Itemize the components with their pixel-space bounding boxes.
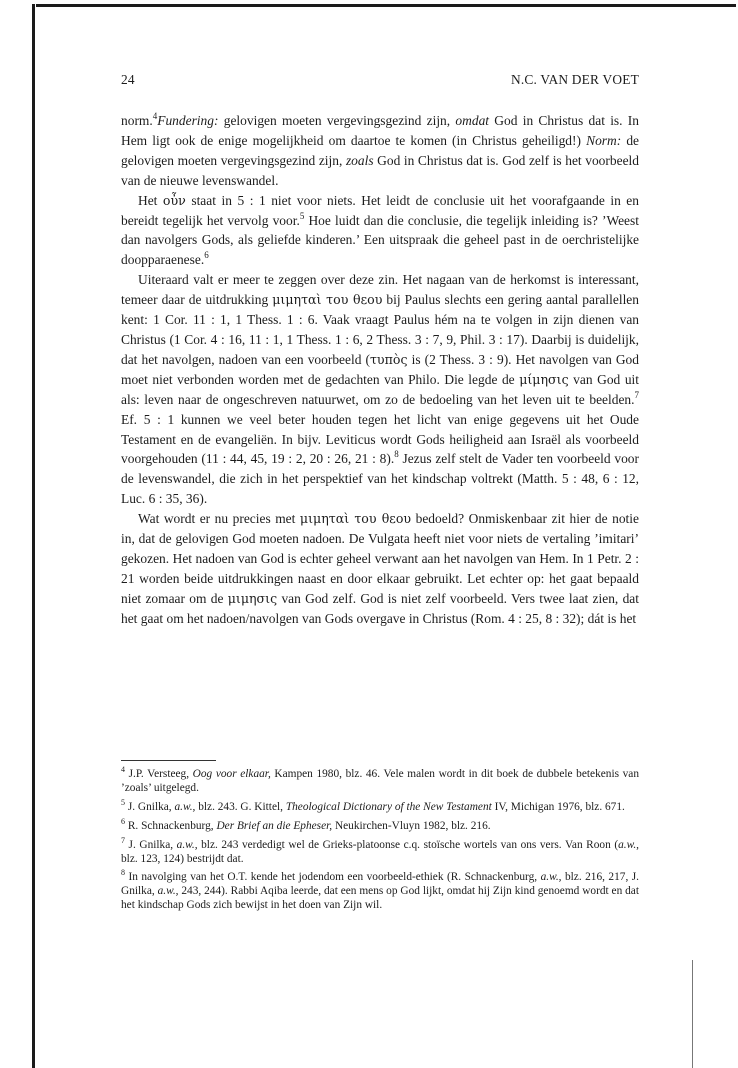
text-run: is (2 Thess. 3 : 9). Het navolgen van God moet niet verbonden worden met de gedachten van Philo. Die legde de <box>121 351 639 387</box>
italic-text: a.w., <box>157 885 179 898</box>
footnote-ref: 6 <box>121 816 125 826</box>
text-run: de gelovigen moeten vergevingsgezind zijn, <box>121 132 640 168</box>
text-run: 243, 244). Rabbi Aqiba leerde, dat een mens op God lijkt, omdat hij Zijn kind genoemd wordt en dat het kindschap Gods zich bewijst in het doen van Zijn wil. <box>121 885 639 912</box>
text-run: staat in 5 : 1 niet voor niets. Het leidt de conclusie uit het voorafgaande in en bereidt tegelijk het vervolg voor. <box>121 192 639 228</box>
text-run: God in Christus dat is. God zelf is het voorbeeld van de nieuwe levenswandel. <box>121 152 639 188</box>
footnote-ref: 8 <box>394 449 399 460</box>
italic-text: a.w., <box>540 871 562 884</box>
italic-text: Theological Dictionary of the New Testament <box>285 800 492 813</box>
italic-text: a.w., <box>176 838 198 851</box>
italic-text: a.w., <box>618 838 640 851</box>
text-run: bij Paulus slechts een gering aantal parallellen kent: 1 Cor. 11 : 1, 1 Thess. 1 : 6. Vaak vraagt Paulus hém na te volgen in zijn dienen van Christus (1 Cor. 4 : 16, 11 : 1, 1 Thess. 1 : 6, 2 Thess. 3 : 7, 9, Phil. 3 : 17). Daarbij is duidelijk, dat het navolgen, nadoen van een voorbeeld ( <box>121 292 639 367</box>
italic-text: Norm: <box>586 132 622 148</box>
text-run: J.P. Versteeg, <box>125 768 193 780</box>
italic-text: Oog voor elkaar, <box>192 768 271 780</box>
greek-text: μιμηταὶ του θεου <box>299 511 412 527</box>
text-run: God in Christus dat is. In Hem ligt ook de enige mogelijkheid om daartoe te komen (in Christus geheiligd!) <box>121 113 639 148</box>
text-run: Kampen 1980, blz. 46. Vele malen wordt in dit boek de dubbele betekenis van ’zoals’ uitgelegd. <box>121 768 639 794</box>
text-run: blz. 243 verdedigt wel de Grieks-platoonse c.q. stoïsche wortels van ons vers. Van Roon ( <box>197 838 619 851</box>
paragraph <box>121 191 639 271</box>
text-run: van God zelf. God is niet zelf voorbeeld. Vers twee laat zien, dat het gaat om het nadoen/navolgen van Gods overgave in Christus (Rom. 4 : 25, 8 : 32); dát is het <box>121 590 639 626</box>
text-run: In navolging van het O.T. kende het jodendom een voorbeeld-ethiek (R. Schnackenburg, <box>125 871 541 884</box>
text-run: blz. 123, 124) bestrijdt dat. <box>121 852 244 865</box>
italic-text: zoals <box>345 152 374 168</box>
text-run: IV, Michigan 1976, blz. 671. <box>491 800 625 813</box>
page-header <box>121 72 639 88</box>
footnote <box>121 797 639 815</box>
text-run: bedoeld? Onmiskenbaar zit hier de notie in, dat de gelovigen God moeten nadoen. De Vulgata heeft niet voor niets de vertaling ’imitari’ gekozen. Het nadoen van God is echter geheel verwant aan het navolgen van Hem. In 1 Petr. 2 : 21 worden beide uitdrukkingen naast en door elkaar gebruikt. Let echter op: het gaat bepaald niet zomaar om de <box>121 511 639 606</box>
greek-text: μίμησις <box>519 371 569 387</box>
footnote-ref: 5 <box>299 210 305 221</box>
footnote-ref: 5 <box>121 797 125 807</box>
text-run: Hoe luidt dan die conclusie, die tegelijk inleiding is? ’Weest dan navolgers Gods, als geliefde kinderen.’ Een uitspraak die geheel past in de oerchristelijke doopparaenese. <box>121 212 639 268</box>
footnote-ref: 7 <box>634 389 639 400</box>
footnotes <box>121 765 640 918</box>
paragraph <box>121 270 639 509</box>
paragraph <box>121 509 639 628</box>
text-run: Jezus zelf stelt de Vader ten voorbeeld voor de levenswandel, die zich in het perspektief van het kindschap voltrekt (Matth. 5 : 48, 6 : 12, Luc. 6 : 35, 36). <box>121 451 639 507</box>
text-run: Ef. 5 : 1 kunnen we veel beter houden tegen het licht van enige gegevens uit het Oude Testament en de evangeliën. In bijv. Leviticus wordt Gods heiligheid aan Israël als voorbeeld voorgehouden (11 : 44, 45, 19 : 2, 20 : 26, 21 : 8). <box>121 411 639 467</box>
italic-text: Der Brief an die Epheser, <box>216 819 333 832</box>
greek-text: μιμησις <box>227 590 278 606</box>
greek-text: οὖν <box>162 192 186 208</box>
text-run: van God uit als: leven naar de ongeschreven natuurwet, om zo de bedoeling van het leven uit te beelden. <box>121 371 640 407</box>
text-run: Uiteraard valt er meer te zeggen over deze zin. Het nagaan van de herkomst is interessant, temeer daar de uitdrukking <box>121 272 639 308</box>
greek-text: μιμηταὶ του θεου <box>272 292 383 308</box>
greek-text: τυπὸς <box>369 351 408 367</box>
italic-text: omdat <box>455 113 490 128</box>
text-run: blz. 243. G. Kittel, <box>195 800 286 813</box>
page-number: 24 <box>121 72 135 87</box>
text-run: J. Gnilka, <box>125 800 175 813</box>
footnote <box>121 835 640 867</box>
text-run: J. Gnilka, <box>125 838 177 851</box>
text-run: blz. 216, 217, J. Gnilka, <box>121 871 639 898</box>
italic-text: Fundering: <box>157 113 219 128</box>
scan-edge-left <box>32 4 35 1068</box>
footnote-ref: 6 <box>204 250 209 261</box>
footnote-ref: 8 <box>121 868 125 878</box>
footnote <box>121 765 639 796</box>
footnote-ref: 4 <box>152 111 158 121</box>
text-run: Het <box>138 192 163 208</box>
text-run: Neukirchen-Vluyn 1982, blz. 216. <box>332 819 491 832</box>
running-head: N.C. VAN DER VOET <box>510 72 639 87</box>
footnote-ref: 4 <box>121 765 125 774</box>
footnote-divider <box>121 760 216 761</box>
text-run: norm. <box>121 113 153 128</box>
scan-edge-top <box>36 4 736 7</box>
text-run: gelovigen moeten vergevingsgezind zijn, <box>218 113 456 128</box>
scan-edge-right <box>692 960 693 1068</box>
footnote <box>121 868 639 913</box>
paragraph <box>121 111 639 191</box>
body-text <box>121 111 639 629</box>
italic-text: a.w., <box>174 800 196 813</box>
footnote <box>121 816 639 834</box>
text-run: Wat wordt er nu precies met <box>138 511 300 527</box>
footnote-ref: 7 <box>121 835 125 845</box>
text-run: R. Schnackenburg, <box>125 819 217 832</box>
